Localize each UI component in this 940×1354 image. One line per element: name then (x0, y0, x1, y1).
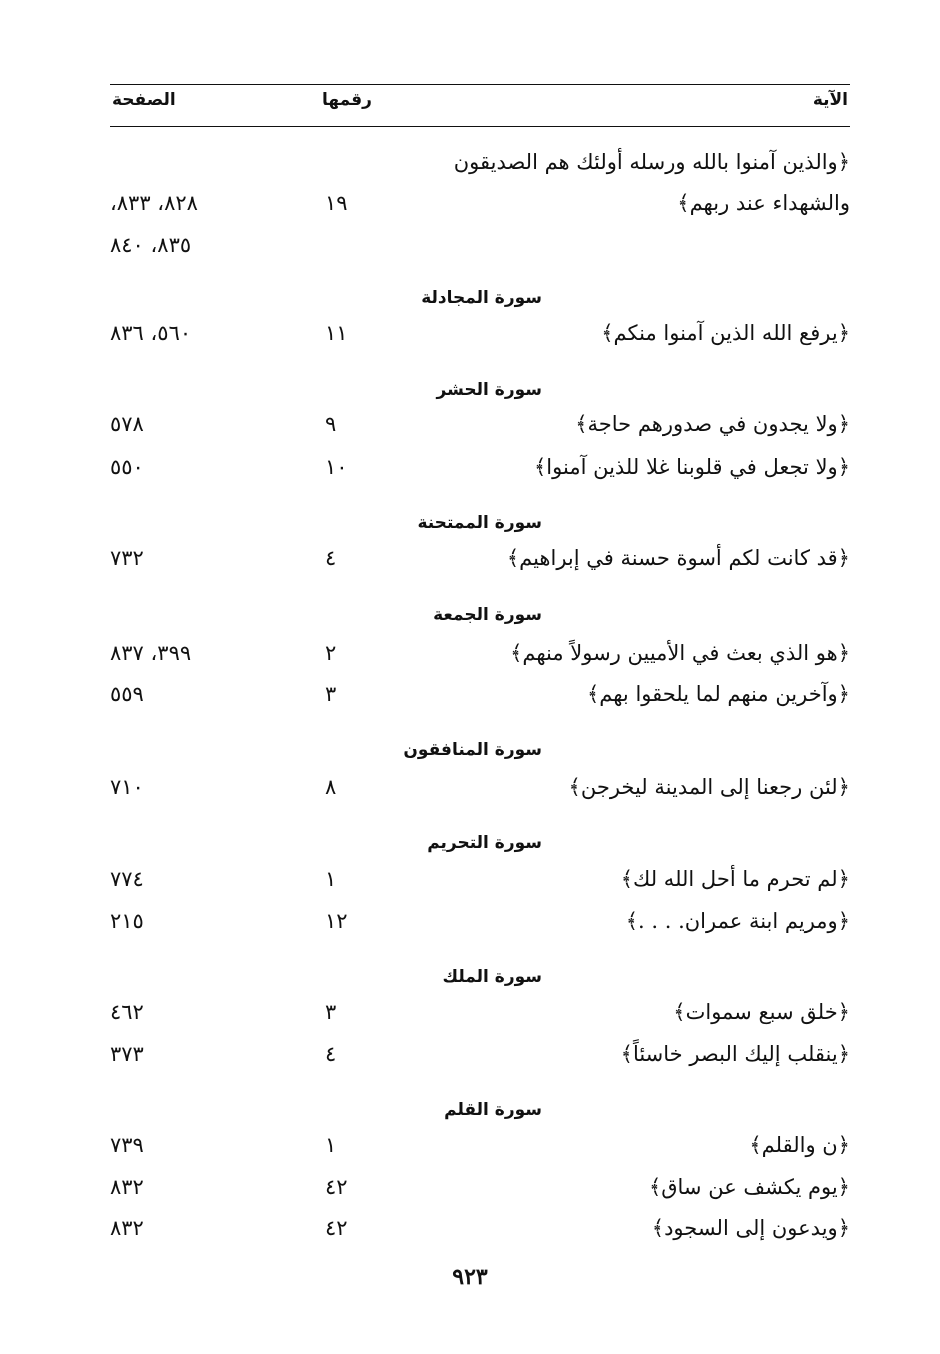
index-row (0, 770, 940, 806)
verse-number: ٤ (325, 546, 337, 570)
verse-number: ١ (325, 1133, 337, 1157)
verse-text: ﴿يرفع الله الذين آمنوا منكم﴾ (601, 321, 850, 345)
index-row (0, 904, 940, 940)
index-row (0, 1128, 940, 1164)
verse-text: والشهداء عند ربهم﴾ (677, 191, 850, 215)
page-refs: ٨٣٢ (110, 1216, 144, 1240)
header-page: الصفحة (112, 90, 176, 110)
index-row (0, 541, 940, 577)
verse-text: ﴿ولا تجعل في قلوبنا غلا للذين آمنوا﴾ (534, 455, 850, 479)
index-row (0, 1037, 940, 1073)
verse-text: ﴿ينقلب إليك البصر خاسئاً﴾ (620, 1042, 850, 1066)
index-row (0, 407, 940, 443)
verse-number: ١٠ (325, 455, 348, 479)
page-refs: ٧١٠ (110, 775, 144, 799)
index-row (0, 450, 940, 486)
verse-number: ٤٢ (325, 1175, 348, 1199)
verse-text: ﴿وآخرين منهم لما يلحقوا بهم﴾ (586, 682, 850, 706)
surah-heading: سورة الملك (442, 967, 542, 987)
surah-heading: سورة التحريم (427, 833, 542, 853)
verse-number: ١٢ (325, 909, 348, 933)
page-refs: ٨٢٨، ٨٣٣، (110, 191, 198, 215)
verse-text: ﴿ولا يجدون في صدورهم حاجة﴾ (575, 412, 850, 436)
index-row (0, 636, 940, 672)
page-refs: ٨٣٢ (110, 1175, 144, 1199)
surah-heading: سورة المجادلة (421, 288, 542, 308)
verse-number: ٢ (325, 641, 337, 665)
page-refs: ٣٩٩، ٨٣٧ (110, 641, 192, 665)
verse-text: ﴿ويدعون إلى السجود﴾ (651, 1216, 850, 1240)
verse-text: ﴿خلق سبع سموات﴾ (673, 1000, 850, 1024)
index-row (0, 995, 940, 1031)
header-verse: الآية (812, 90, 848, 110)
verse-text: ﴿يوم يكشف عن ساق﴾ (648, 1175, 850, 1199)
verse-number: ١٩ (325, 191, 348, 215)
page-refs: ٧٣٩ (110, 1133, 144, 1157)
index-row (0, 316, 940, 352)
verse-number: ١١ (325, 321, 348, 345)
page-refs: ٥٦٠، ٨٣٦ (110, 321, 192, 345)
surah-heading: سورة القلم (444, 1100, 542, 1120)
verse-number: ٤ (325, 1042, 337, 1066)
surah-heading: سورة الحشر (436, 380, 542, 400)
page-number: ٩٢٣ (452, 1264, 488, 1290)
page-refs: ٧٧٤ (110, 867, 144, 891)
verse-text: ﴿لم تحرم ما أحل الله لك﴾ (620, 867, 850, 891)
verse-text: ﴿هو الذي بعث في الأميين رسولاً منهم﴾ (510, 641, 850, 665)
page-refs: ٤٦٢ (110, 1000, 144, 1024)
verse-number: ١ (325, 867, 337, 891)
surah-heading: سورة المنافقون (403, 740, 542, 760)
index-row (0, 1211, 940, 1247)
page-refs: ٧٣٢ (110, 546, 144, 570)
page-refs: ٢١٥ (110, 909, 144, 933)
verse-text: ﴿قد كانت لكم أسوة حسنة في إبراهيم﴾ (506, 546, 850, 570)
index-row (0, 145, 940, 181)
index-row (0, 1170, 940, 1206)
page-refs: ٣٧٣ (110, 1042, 144, 1066)
header-number: رقمها (322, 90, 372, 110)
page-refs: ٥٥٩ (110, 682, 144, 706)
index-row (0, 677, 940, 713)
verse-number: ٣ (325, 1000, 337, 1024)
verse-text: ﴿والذين آمنوا بالله ورسله أولئك هم الصديقون (453, 150, 850, 174)
page-refs: ٨٣٥، ٨٤٠ (110, 233, 192, 257)
page-refs: ٥٧٨ (110, 412, 144, 436)
verse-number: ٣ (325, 682, 337, 706)
verse-text: ﴿ن والقلم﴾ (749, 1133, 850, 1157)
page-refs: ٥٥٠ (110, 455, 144, 479)
index-row (0, 228, 940, 264)
verse-text: ﴿لئن رجعنا إلى المدينة ليخرجن﴾ (568, 775, 850, 799)
surah-heading: سورة الجمعة (433, 605, 542, 625)
index-row (0, 186, 940, 222)
index-row (0, 862, 940, 898)
verse-text: ﴿ومريم ابنة عمران. . . .﴾ (625, 909, 850, 933)
verse-number: ٨ (325, 775, 337, 799)
surah-heading: سورة الممتحنة (417, 513, 542, 533)
verse-number: ٩ (325, 412, 337, 436)
verse-number: ٤٢ (325, 1216, 348, 1240)
